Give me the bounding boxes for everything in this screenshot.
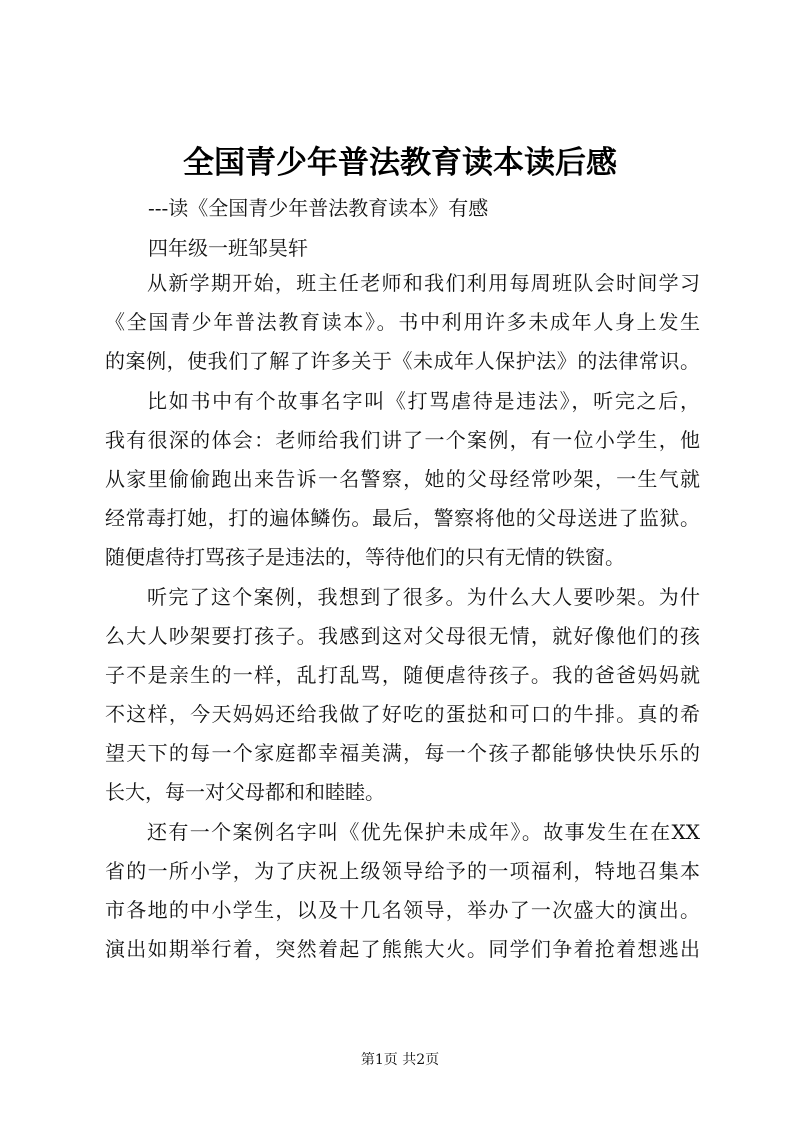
paragraph-line: 从家里偷偷跑出来告诉一名警察，她的父母经常吵架，一生气就 (105, 466, 700, 491)
paragraph-line: 子不是亲生的一样，乱打乱骂，随便虐待孩子。我的爸爸妈妈就 (105, 662, 700, 687)
paragraph-line: 从新学期开始，班主任老师和我们利用每周班队会时间学习 (147, 271, 700, 295)
paragraph-line: 省的一所小学，为了庆祝上级领导给予的一项福利，特地召集本 (105, 858, 700, 883)
page-footer: 第1页 共2页 (360, 1052, 440, 1068)
author-line: 四年级一班邹昊轩 (148, 236, 308, 260)
paragraph-line: 还有一个案例名字叫《优先保护未成年》。故事发生在在XX (147, 819, 700, 844)
paragraph-line: 演出如期举行着，突然着起了熊熊大火。同学们争着抢着想逃出 (105, 937, 700, 962)
paragraph-line: 么大人吵架要打孩子。我感到这对父母很无情，就好像他们的孩 (105, 623, 700, 648)
paragraph-line: 不这样，今天妈妈还给我做了好吃的蛋挞和可口的牛排。真的希 (105, 702, 700, 727)
paragraph-line: 经常毒打她，打的遍体鳞伤。最后，警察将他的父母送进了监狱。 (105, 506, 700, 531)
document-subtitle: ---读《全国青少年普法教育读本》有感 (148, 196, 489, 220)
paragraph-line: 的案例，使我们了解了许多关于《未成年人保护法》的法律常识。 (105, 349, 700, 374)
paragraph-line: 市各地的中小学生，以及十几名领导，举办了一次盛大的演出。 (105, 898, 700, 922)
paragraph-line: 《全国青少年普法教育读本》。书中利用许多未成年人身上发生 (105, 310, 700, 335)
paragraph-line: 随便虐待打骂孩子是违法的，等待他们的只有无情的铁窗。 (105, 545, 625, 570)
document-title: 全国青少年普法教育读本读后感 (183, 145, 617, 181)
paragraph-line: 长大，每一对父母都和和睦睦。 (105, 780, 385, 805)
paragraph-line: 比如书中有个故事名字叫《打骂虐待是违法》，听完之后， (147, 388, 700, 413)
body-text (105, 264, 700, 969)
paragraph-line: 听完了这个案例，我想到了很多。为什么大人要吵架。为什 (147, 584, 700, 609)
paragraph-line: 望天下的每一个家庭都幸福美满，每一个孩子都能够快快乐乐的 (105, 741, 700, 766)
paragraph-line: 我有很深的体会：老师给我们讲了一个案例，有一位小学生，他 (105, 427, 700, 452)
